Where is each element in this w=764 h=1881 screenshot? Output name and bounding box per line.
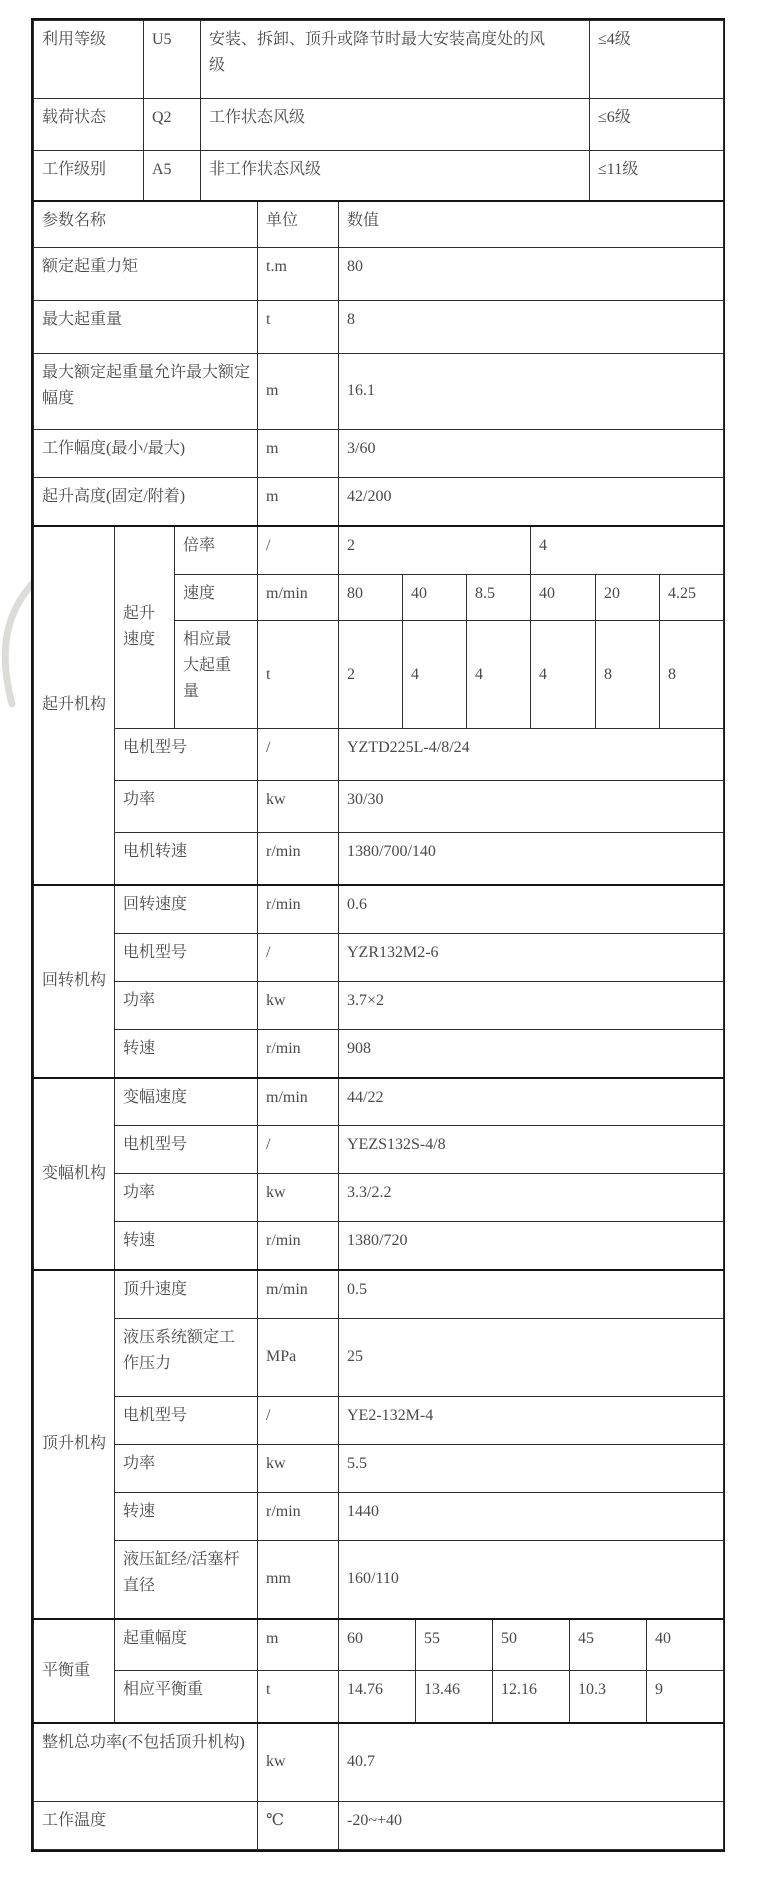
capacity-value: 8: [596, 621, 660, 729]
param-unit: kw: [258, 981, 339, 1029]
jacking-table: [33, 1269, 724, 1619]
param-unit: kw: [258, 781, 339, 833]
table-row: [34, 1723, 724, 1801]
speed-value: 80: [339, 575, 403, 621]
param-name: 液压系统额定工作压力: [115, 1318, 258, 1396]
speed-value: 40: [531, 575, 596, 621]
param-value: 25: [339, 1318, 724, 1396]
param-unit: r/min: [258, 1492, 339, 1540]
param-value: YE2-132M-4: [339, 1396, 724, 1444]
table-row: [34, 353, 724, 429]
param-name: 功率: [115, 981, 258, 1029]
param-name: 电机型号: [115, 1126, 258, 1174]
table-row: [34, 781, 724, 833]
param-name: 回转速度: [115, 885, 258, 933]
table-row: [34, 1174, 724, 1222]
table-row: [34, 247, 724, 300]
param-value: 40.7: [339, 1723, 724, 1801]
param-value: 1380/700/140: [339, 833, 724, 885]
param-unit: m/min: [258, 1078, 339, 1126]
param-unit: r/min: [258, 885, 339, 933]
wind-condition: 非工作状态风级: [201, 151, 590, 201]
param-name: 变幅速度: [115, 1078, 258, 1126]
capacity-unit: t: [258, 621, 339, 729]
table-row: [34, 151, 724, 201]
param-value: 3/60: [339, 429, 724, 477]
weight-value: 9: [647, 1671, 724, 1723]
param-unit: m: [258, 477, 339, 525]
param-unit: t: [258, 300, 339, 353]
ratio-unit: /: [258, 526, 339, 575]
param-unit: /: [258, 1126, 339, 1174]
table-row: [34, 1318, 724, 1396]
param-value: 0.6: [339, 885, 724, 933]
param-unit: /: [258, 933, 339, 981]
table-row: [34, 300, 724, 353]
radius-value: 45: [570, 1619, 647, 1671]
param-name: 转速: [115, 1222, 258, 1270]
wind-level: ≤11级: [590, 151, 724, 201]
classification-grade: U5: [144, 21, 201, 99]
table-row: [34, 1619, 724, 1671]
classification-label: 利用等级: [34, 21, 144, 99]
speed-value: 40: [403, 575, 467, 621]
param-value: 42/200: [339, 477, 724, 525]
capacity-value: 4: [467, 621, 531, 729]
table-row: [34, 1492, 724, 1540]
param-value: 5.5: [339, 1444, 724, 1492]
param-name-header: 参数名称: [34, 201, 258, 247]
capacity-value: 8: [660, 621, 724, 729]
param-value: 3.7×2: [339, 981, 724, 1029]
param-name: 相应平衡重: [115, 1671, 258, 1723]
section-label-counterweight: 平衡重: [34, 1619, 115, 1723]
param-name: 起升高度(固定/附着): [34, 477, 258, 525]
param-name: 功率: [115, 1444, 258, 1492]
param-value: 1380/720: [339, 1222, 724, 1270]
speed-value: 20: [596, 575, 660, 621]
param-name: 功率: [115, 1174, 258, 1222]
table-row: [34, 885, 724, 933]
classification-label: 载荷状态: [34, 99, 144, 151]
param-value: 0.5: [339, 1270, 724, 1318]
hoisting-table: [33, 525, 724, 886]
param-name: 起重幅度: [115, 1619, 258, 1671]
table-row: [34, 429, 724, 477]
param-unit: m: [258, 353, 339, 429]
radius-value: 60: [339, 1619, 416, 1671]
param-value: 908: [339, 1029, 724, 1077]
table-row: [34, 21, 724, 99]
param-name: 电机型号: [115, 933, 258, 981]
capacity-value: 4: [531, 621, 596, 729]
section-label-jacking: 顶升机构: [34, 1270, 115, 1618]
table-row: [34, 1396, 724, 1444]
capacity-value: 2: [339, 621, 403, 729]
param-unit: /: [258, 1396, 339, 1444]
weight-value: 12.16: [493, 1671, 570, 1723]
param-value-header: 数值: [339, 201, 724, 247]
weight-value: 14.76: [339, 1671, 416, 1723]
param-unit: MPa: [258, 1318, 339, 1396]
capacity-label: 相应最大起重量: [175, 621, 258, 729]
capacity-value: 4: [403, 621, 467, 729]
param-name: 液压缸经/活塞杆直径: [115, 1540, 258, 1618]
wind-condition: 工作状态风级: [201, 99, 590, 151]
param-name: 电机型号: [115, 1396, 258, 1444]
param-value: 80: [339, 247, 724, 300]
ratio-value: 4: [531, 526, 724, 575]
param-unit: kw: [258, 1174, 339, 1222]
param-name: 工作温度: [34, 1801, 258, 1849]
param-value: 44/22: [339, 1078, 724, 1126]
param-unit-header: 单位: [258, 201, 339, 247]
param-name: 转速: [115, 1492, 258, 1540]
speed-value: 4.25: [660, 575, 724, 621]
table-row: [34, 833, 724, 885]
param-value: 1440: [339, 1492, 724, 1540]
speed-group-label: 起升速度: [115, 526, 175, 729]
param-name: 最大起重量: [34, 300, 258, 353]
param-unit: m: [258, 1619, 339, 1671]
section-label-hoisting: 起升机构: [34, 526, 115, 885]
param-unit: mm: [258, 1540, 339, 1618]
table-row: [34, 1078, 724, 1126]
table-row: [34, 981, 724, 1029]
param-unit: r/min: [258, 1029, 339, 1077]
spec-table: [31, 18, 725, 1852]
luffing-table: [33, 1077, 724, 1271]
param-value: 3.3/2.2: [339, 1174, 724, 1222]
table-row: [34, 477, 724, 525]
section-label-slewing: 回转机构: [34, 885, 115, 1077]
table-row: [34, 729, 724, 781]
slewing-table: [33, 884, 724, 1078]
param-unit: m/min: [258, 1270, 339, 1318]
param-name: 电机型号: [115, 729, 258, 781]
speed-value: 8.5: [467, 575, 531, 621]
table-row: [34, 1029, 724, 1077]
param-value: 16.1: [339, 353, 724, 429]
param-value: 160/110: [339, 1540, 724, 1618]
param-unit: /: [258, 729, 339, 781]
param-value: YZTD225L-4/8/24: [339, 729, 724, 781]
param-name: 工作幅度(最小/最大): [34, 429, 258, 477]
param-name: 电机转速: [115, 833, 258, 885]
param-name: 整机总功率(不包括顶升机构): [34, 1723, 258, 1801]
ratio-label: 倍率: [175, 526, 258, 575]
table-row: [34, 526, 724, 575]
classification-grade: A5: [144, 151, 201, 201]
param-unit: t: [258, 1671, 339, 1723]
wind-condition: 安装、拆卸、顶升或降节时最大安装高度处的风级: [201, 21, 590, 99]
speed-label: 速度: [175, 575, 258, 621]
table-row: [34, 99, 724, 151]
weight-value: 10.3: [570, 1671, 647, 1723]
param-name: 最大额定起重量允许最大额定幅度: [34, 353, 258, 429]
totals-table: [33, 1722, 724, 1850]
param-unit: r/min: [258, 1222, 339, 1270]
radius-value: 55: [416, 1619, 493, 1671]
classification-label: 工作级别: [34, 151, 144, 201]
ratio-value: 2: [339, 526, 531, 575]
table-row: [34, 1126, 724, 1174]
table-row: [34, 1444, 724, 1492]
table-row: [34, 933, 724, 981]
basic-params-table: [33, 200, 724, 526]
table-row: [34, 1671, 724, 1723]
section-label-luffing: 变幅机构: [34, 1078, 115, 1270]
param-unit: ℃: [258, 1801, 339, 1849]
param-value: -20~+40: [339, 1801, 724, 1849]
wind-level: ≤6级: [590, 99, 724, 151]
classification-table: [33, 20, 724, 201]
radius-value: 50: [493, 1619, 570, 1671]
param-value: 30/30: [339, 781, 724, 833]
param-value: YEZS132S-4/8: [339, 1126, 724, 1174]
param-unit: kw: [258, 1444, 339, 1492]
param-name: 顶升速度: [115, 1270, 258, 1318]
weight-value: 13.46: [416, 1671, 493, 1723]
param-unit: m: [258, 429, 339, 477]
table-row: [34, 1270, 724, 1318]
radius-value: 40: [647, 1619, 724, 1671]
param-value: YZR132M2-6: [339, 933, 724, 981]
wind-level: ≤4级: [590, 21, 724, 99]
param-unit: r/min: [258, 833, 339, 885]
classification-grade: Q2: [144, 99, 201, 151]
speed-unit: m/min: [258, 575, 339, 621]
param-unit: t.m: [258, 247, 339, 300]
param-name: 额定起重力矩: [34, 247, 258, 300]
table-row: [34, 1222, 724, 1270]
param-name: 转速: [115, 1029, 258, 1077]
table-row: [34, 1540, 724, 1618]
header-row: [34, 201, 724, 247]
table-row: [34, 1801, 724, 1849]
param-name: 功率: [115, 781, 258, 833]
param-value: 8: [339, 300, 724, 353]
param-unit: kw: [258, 1723, 339, 1801]
counterweight-table: [33, 1618, 724, 1724]
